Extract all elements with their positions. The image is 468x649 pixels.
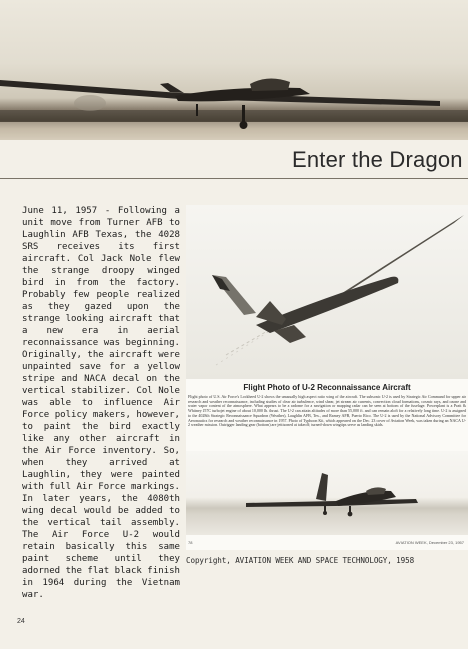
- copyright-credit: Copyright, AVIATION WEEK AND SPACE TECHNOLOGY, 1958: [186, 556, 415, 565]
- page-number: 24: [17, 618, 25, 625]
- u2-flight-illustration: [186, 205, 468, 379]
- u2-landing-illustration: [0, 0, 468, 140]
- u2-ground-illustration: [186, 451, 468, 535]
- u2-flight-photo: [186, 205, 468, 379]
- magazine-page-number: 78: [188, 540, 193, 545]
- title-divider: [0, 178, 468, 179]
- page-title: Enter the Dragon: [292, 147, 463, 172]
- magazine-caption-body: Flight photo of U.S. Air Force's Lockheed U-2 shows the unusually high aspect ratio wing of the aircraft. The subsonic U-2 is used by Strategic Air Command for upper air research and weather reconnaissance, including studies of clear air turbulence, wind shear, jet stream air currents, convection cloud formations, cosmic rays, and ozone and water vapor content of the atmosphere. What appears to be a radome for a navigation or mapping radar can be seen at bottom of the fuselage. Powerplant is a Pratt & Whitney J57C turbojet engine of about 10,000 lb. thrust. The U-2 can attain altitudes of more than 55,000 ft. and can remain aloft for a relatively long time. U-2 is assigned to the 4028th Strategic Reconnaissance Squadron (Weather), Laughlin AFB, Tex., and Ramey AFB, Puerto Rico. The U-2 is used by the National Advisory Committee for Aeronautics for research and weather reconnaissance in 1957. Photo of Typhoon Kit, which appeared on the Dec. 23 cover of Aviation Week, was taken during an NACA U-2 weather mission. Outrigger landing gear (bottom) are jettisoned at takeoff; turned-down wingtips serve as landing skids.: [188, 395, 466, 428]
- magazine-caption-title: Flight Photo of U-2 Reconnaissance Aircraft: [243, 383, 411, 392]
- history-paragraph: June 11, 1957 - Following a unit move from Turner AFB to Laughlin AFB Texas, the 4028 SRS receives its first aircraft. Col Jack Nole flew the strange droopy winged bird in from the factory. Probably few people realized as they gazed upon the strange looking aircraft that a new era in aerial reconnaissance was beginning. Originally, the aircraft were unpainted save for a yellow stripe and NACA decal on the vertical stabilizer. Col Nole was able to influence Air Force policy makers, however, to paint the bird exactly like any other aircraft in the Air Force inventory. So, when they arrived at Laughlin, they were painted with full Air Force markings. In later years, the 4080th wing decal would be added to the vertical tail assembly. The Air Force U-2 would retain basically this same paint scheme until they adorned the flat black finish in 1964 during the Vietnam war.: [22, 206, 180, 600]
- u2-ground-photo: [186, 451, 468, 535]
- magazine-issue-line: AVIATION WEEK, December 23, 1957: [395, 540, 464, 545]
- u2-landing-photo: [0, 0, 468, 140]
- magazine-clipping: [186, 205, 468, 550]
